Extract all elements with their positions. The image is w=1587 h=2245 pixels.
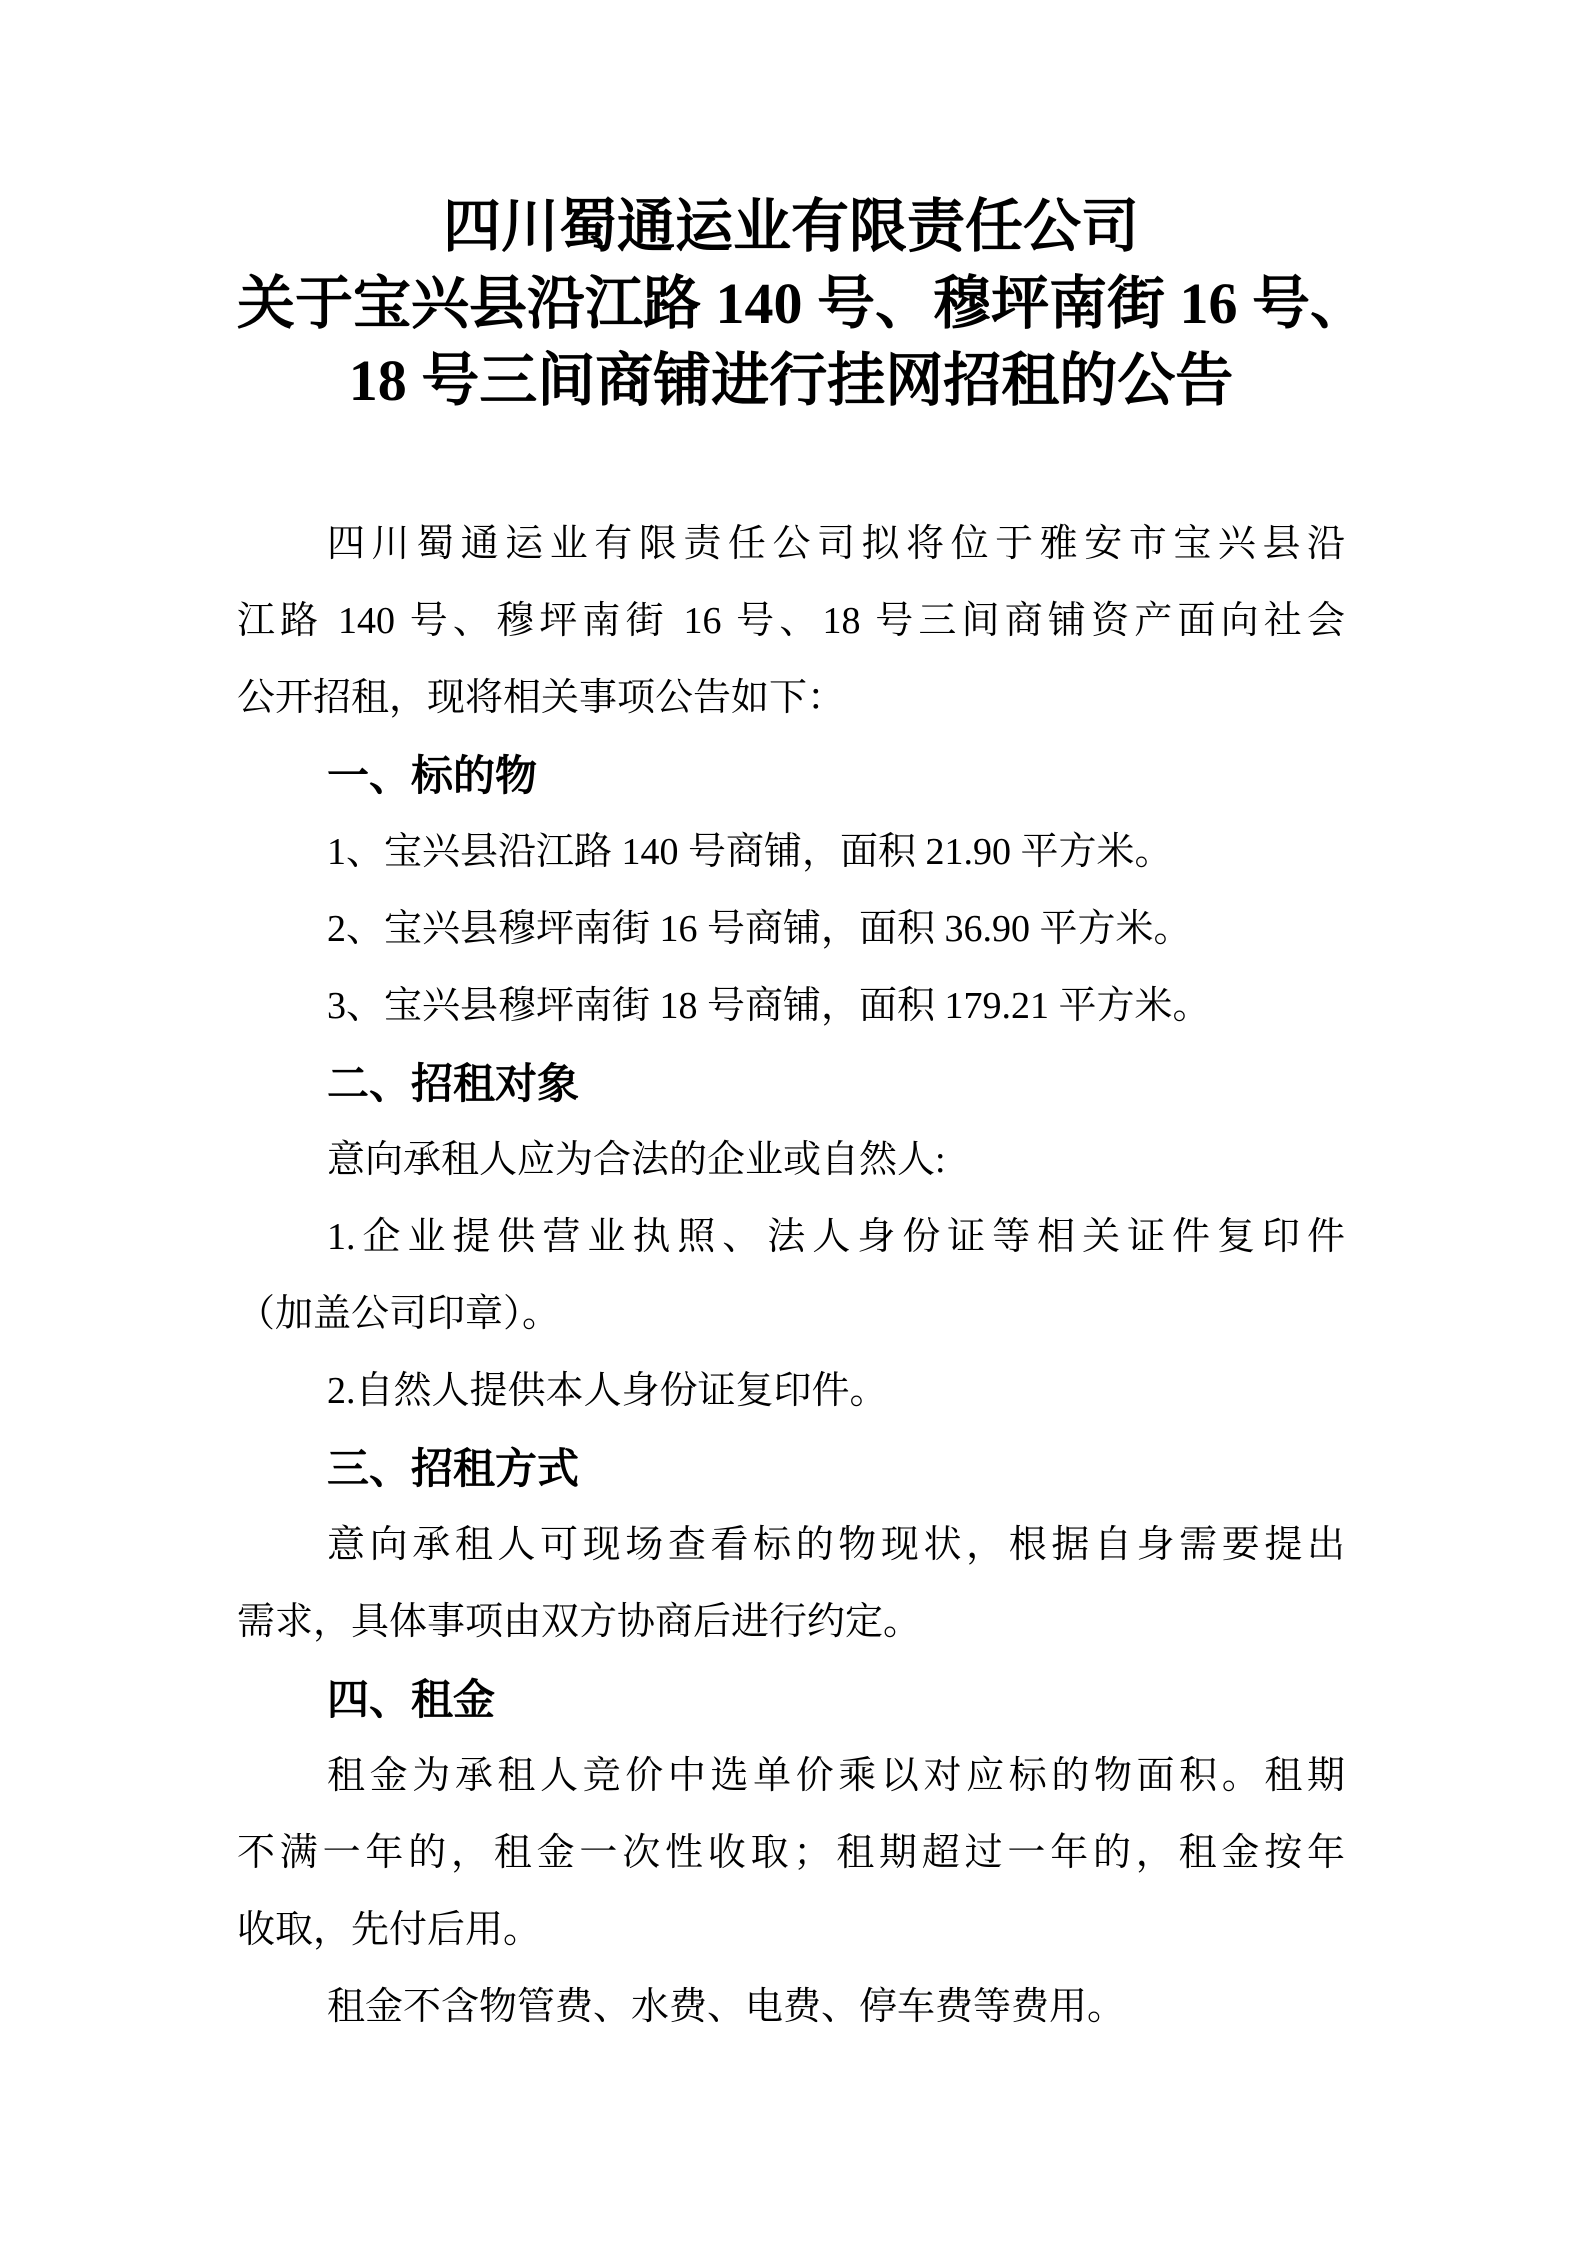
text-line: 意向承租人可现场查看标的物现状，根据自身需要提出 xyxy=(327,1524,1345,1566)
lessee-intro xyxy=(237,1122,1345,1199)
document-title xyxy=(237,188,1369,419)
text-line: 租金不含物管费、水费、电费、停车费等费用。 xyxy=(327,1986,1126,2028)
rent-paragraph-2 xyxy=(237,1969,1345,2046)
text-line: 江路 140 号、穆坪南街 16 号、18 号三间商铺资产面向社会 xyxy=(237,600,1345,642)
title-line-2: 关于宝兴县沿江路 140 号、穆坪南街 16 号、 xyxy=(237,271,1369,336)
section-heading-lessee: 二、招租对象 xyxy=(327,1060,580,1107)
text-line: （加盖公司印章）。 xyxy=(237,1293,561,1335)
text-line: 需求，具体事项由双方协商后进行约定。 xyxy=(237,1601,922,1643)
section-heading-targets: 一、标的物 xyxy=(327,752,538,799)
title-line-3: 18 号三间商铺进行挂网招租的公告 xyxy=(348,348,1234,413)
text-line: 四川蜀通运业有限责任公司拟将位于雅安市宝兴县沿 xyxy=(327,523,1345,565)
section-heading-method: 三、招租方式 xyxy=(327,1445,580,1492)
text-line: 收取，先付后用。 xyxy=(237,1909,542,1951)
rent-paragraph-1 xyxy=(237,1738,1345,1969)
title-line-1: 四川蜀通运业有限责任公司 xyxy=(442,194,1139,259)
target-item-1 xyxy=(237,814,1345,891)
lessee-item-2 xyxy=(237,1353,1345,1430)
method-paragraph xyxy=(237,1507,1345,1661)
text-line: 公开招租，现将相关事项公告如下： xyxy=(237,677,846,719)
target-item-3 xyxy=(237,968,1345,1045)
text-line: 不满一年的，租金一次性收取；租期超过一年的，租金按年 xyxy=(237,1832,1345,1874)
text-line: 1.企业提供营业执照、法人身份证等相关证件复印件 xyxy=(327,1216,1345,1258)
text-line: 2.自然人提供本人身份证复印件。 xyxy=(327,1370,888,1412)
document-body xyxy=(237,506,1345,2046)
intro-paragraph xyxy=(237,506,1345,737)
text-line: 租金为承租人竞价中选单价乘以对应标的物面积。租期 xyxy=(327,1755,1345,1797)
text-line: 1、宝兴县沿江路 140 号商铺，面积 21.90 平方米。 xyxy=(327,831,1173,873)
section-heading-rent: 四、租金 xyxy=(327,1676,496,1723)
text-line: 2、宝兴县穆坪南街 16 号商铺，面积 36.90 平方米。 xyxy=(327,908,1192,950)
target-item-2 xyxy=(237,891,1345,968)
text-line: 3、宝兴县穆坪南街 18 号商铺，面积 179.21 平方米。 xyxy=(327,985,1211,1027)
text-line: 意向承租人应为合法的企业或自然人: xyxy=(327,1139,946,1181)
lessee-item-1 xyxy=(237,1199,1345,1353)
